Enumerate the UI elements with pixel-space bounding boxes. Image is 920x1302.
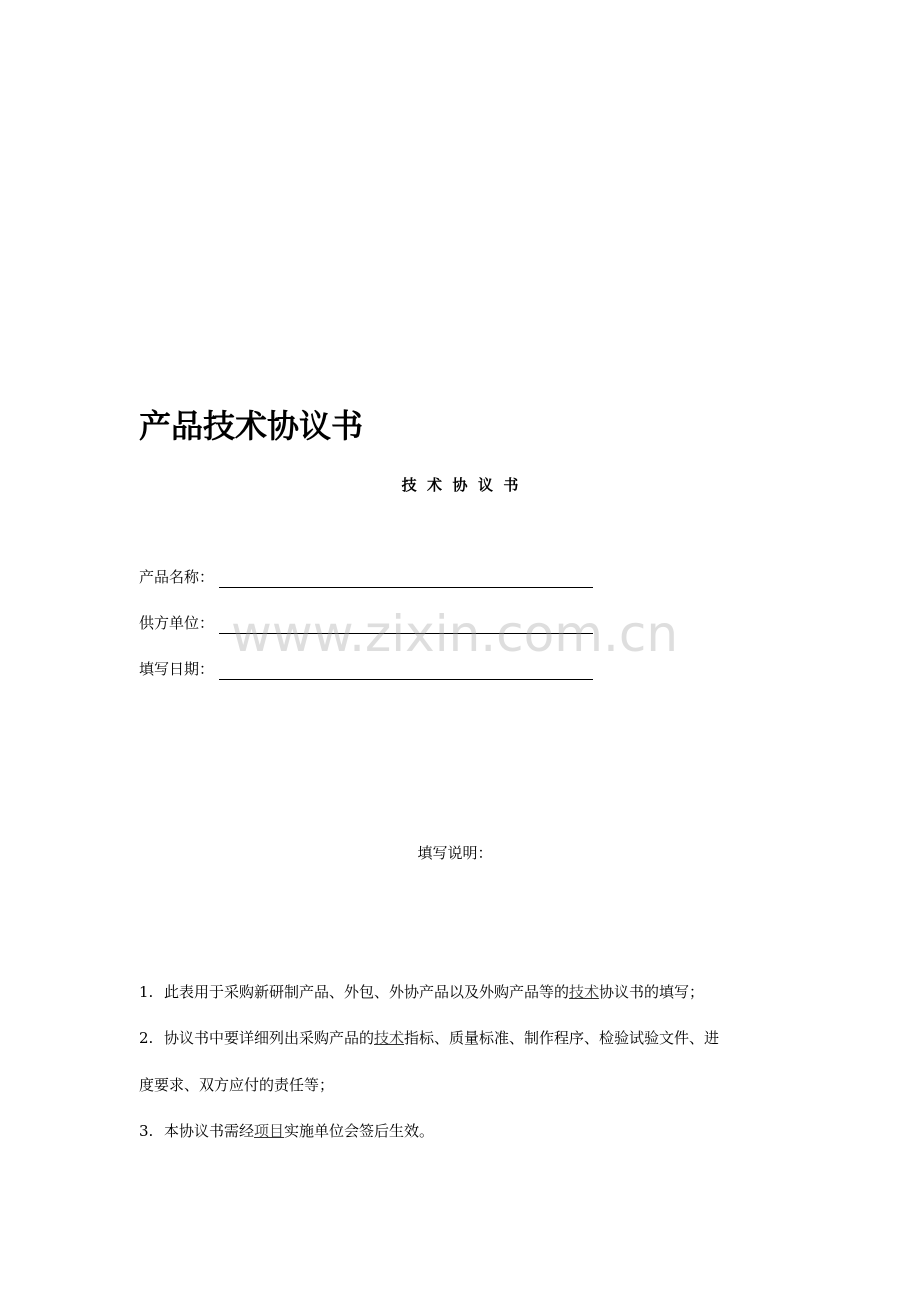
instruction-text: 度要求、双方应付的责任等；: [139, 1076, 335, 1094]
instruction-text: 本协议书需经: [164, 1122, 255, 1140]
supplier-label: 供方单位：: [139, 614, 215, 632]
product-name-label: 产品名称：: [139, 568, 215, 586]
technology-link[interactable]: 技术: [374, 1029, 405, 1047]
technology-link[interactable]: 技术: [569, 983, 600, 1001]
instruction-text: 协议书的填写；: [599, 983, 705, 1001]
instruction-item-1: [139, 980, 704, 1004]
fill-date-label: 填写日期：: [139, 660, 215, 678]
instruction-item-3: [139, 1119, 434, 1143]
product-name-line: [219, 587, 593, 588]
instruction-text: 协议书中要详细列出采购产品的: [164, 1029, 375, 1047]
document-subtitle: 技 术 协 议 书: [401, 476, 519, 494]
fill-date-field: [139, 657, 599, 683]
watermark: www.zixin.com.cn: [231, 605, 679, 663]
instruction-number: 3.: [139, 1122, 154, 1140]
supplier-line: [219, 633, 593, 634]
fill-date-line: [219, 679, 593, 680]
instruction-number: 2.: [139, 1029, 154, 1047]
instruction-number: 1.: [139, 983, 154, 1001]
product-name-field: [139, 565, 599, 591]
instruction-item-2: [139, 1026, 719, 1050]
instruction-text: 实施单位会签后生效。: [284, 1122, 435, 1140]
project-link[interactable]: 项目: [254, 1122, 285, 1140]
instructions-heading: 填写说明：: [417, 844, 493, 862]
instruction-text: 此表用于采购新研制产品、外包、外协产品以及外购产品等的: [164, 983, 570, 1001]
supplier-field: [139, 611, 599, 637]
instruction-item-2-continued: [139, 1073, 334, 1097]
instruction-text: 指标、质量标准、制作程序、检验试验文件、进: [404, 1029, 720, 1047]
document-title: 产品技术协议书: [139, 407, 364, 445]
